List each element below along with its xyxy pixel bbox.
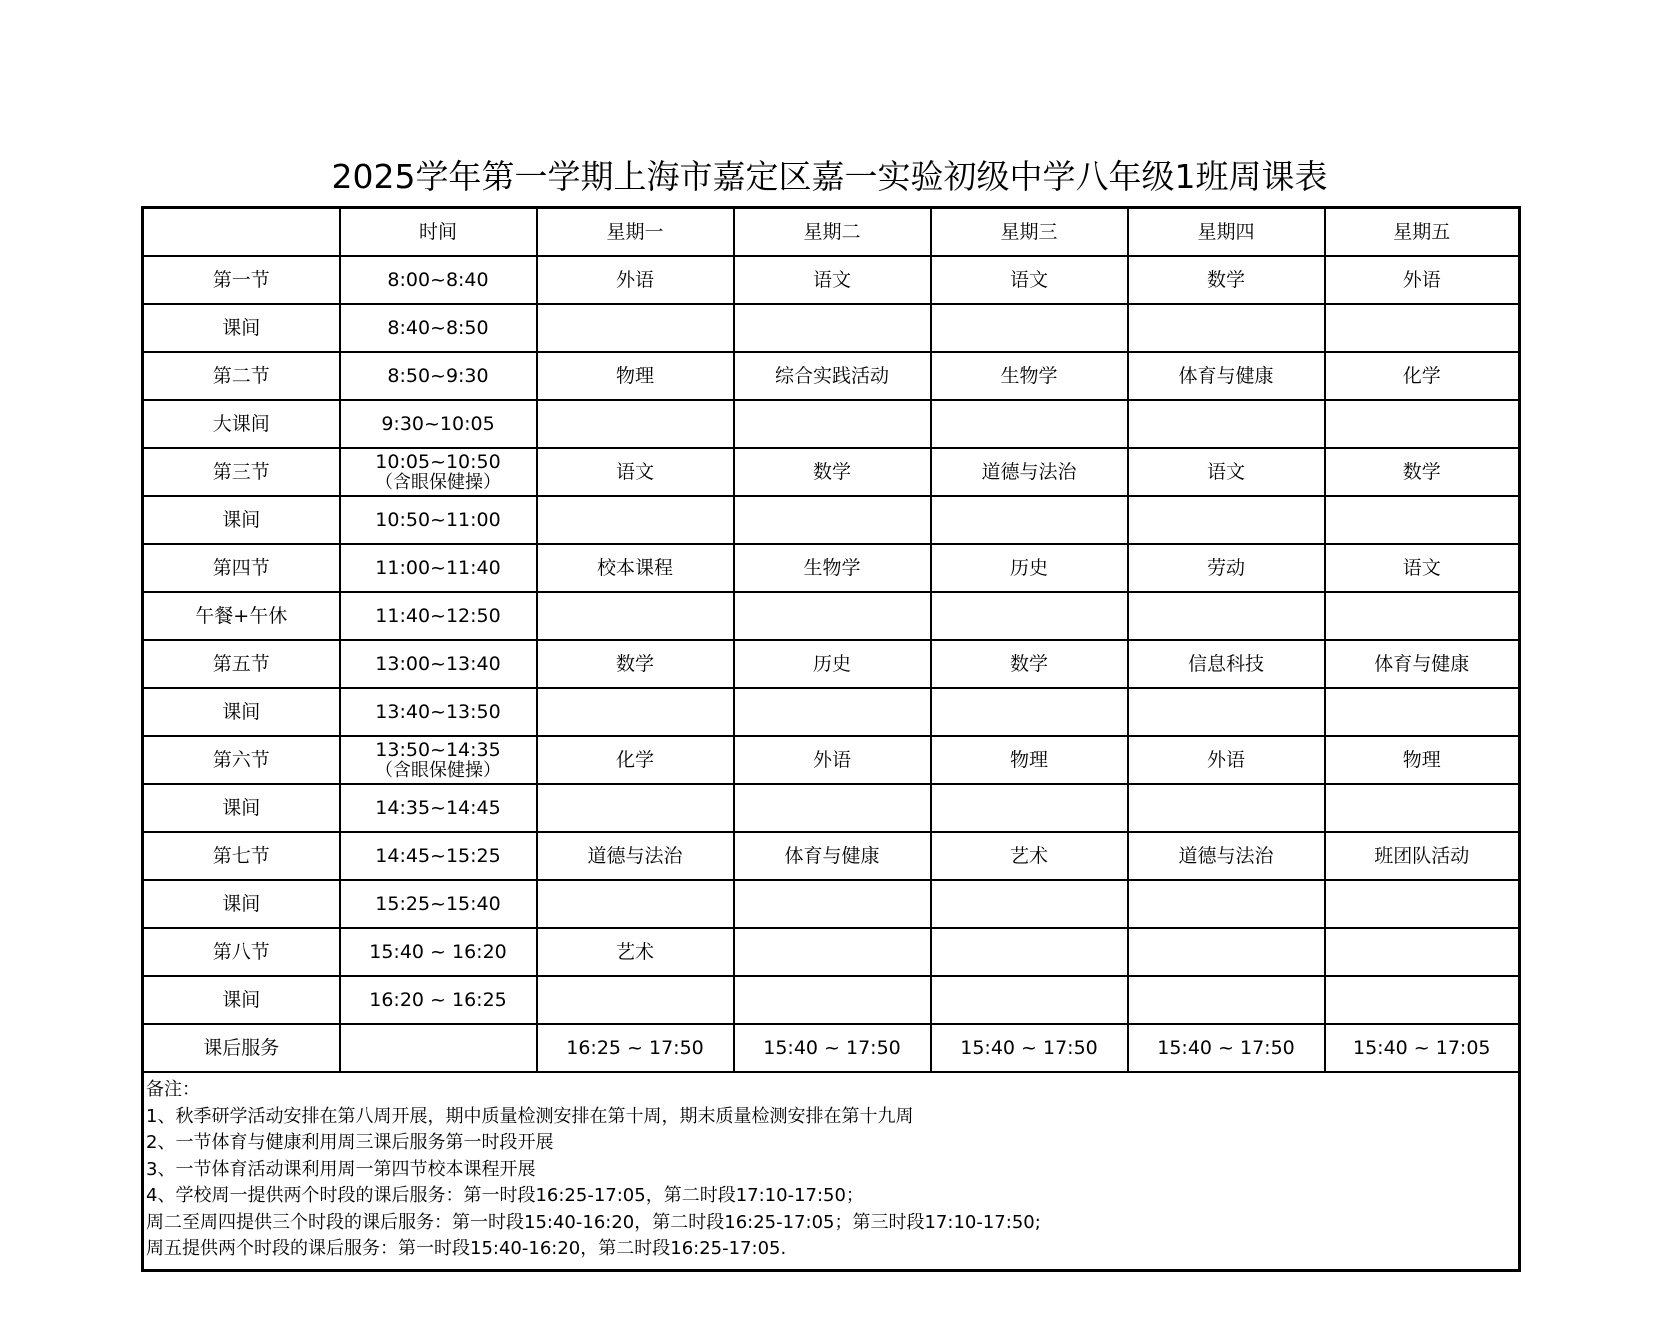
schedule-row	[143, 832, 1520, 880]
subject-cell-wed	[931, 976, 1128, 1024]
subject-cell-fri	[1325, 928, 1520, 976]
notes-row	[143, 1072, 1520, 1270]
note-line: 2、一节体育与健康利用周三课后服务第一时段开展	[146, 1132, 554, 1153]
subject-cell-mon: 16:25 ~ 17:50	[537, 1024, 734, 1072]
subject-cell-thu	[1128, 928, 1325, 976]
subject-cell-wed	[931, 928, 1128, 976]
subject-cell-thu	[1128, 496, 1325, 544]
period-time	[340, 400, 537, 448]
period-time	[340, 928, 537, 976]
subject-cell-wed	[931, 496, 1128, 544]
schedule-row	[143, 496, 1520, 544]
subject-cell-mon: 数学	[537, 640, 734, 688]
subject-cell-tue: 历史	[734, 640, 931, 688]
period-time-range: 13:40~13:50	[375, 701, 501, 723]
subject-cell-fri: 物理	[1325, 736, 1520, 784]
header-day-thu: 星期四	[1128, 208, 1325, 257]
subject-cell-fri: 体育与健康	[1325, 640, 1520, 688]
period-label: 第一节	[143, 256, 340, 304]
subject-cell-tue: 综合实践活动	[734, 352, 931, 400]
subject-cell-fri: 数学	[1325, 448, 1520, 496]
subject-cell-thu: 15:40 ~ 17:50	[1128, 1024, 1325, 1072]
period-time-range: 13:50~14:35	[375, 739, 501, 761]
subject-cell-tue	[734, 400, 931, 448]
subject-cell-fri	[1325, 400, 1520, 448]
subject-cell-thu: 劳动	[1128, 544, 1325, 592]
period-time-range: 8:50~9:30	[387, 365, 489, 387]
subject-cell-tue	[734, 928, 931, 976]
schedule-row	[143, 592, 1520, 640]
subject-cell-mon	[537, 400, 734, 448]
period-time	[340, 544, 537, 592]
period-time	[340, 976, 537, 1024]
period-label: 第五节	[143, 640, 340, 688]
subject-cell-tue	[734, 976, 931, 1024]
schedule-row	[143, 1024, 1520, 1072]
period-time	[340, 736, 537, 784]
subject-cell-mon	[537, 784, 734, 832]
period-time-range: 14:45~15:25	[375, 845, 501, 867]
period-time-range: 16:20 ~ 16:25	[369, 989, 507, 1011]
period-time	[340, 256, 537, 304]
period-time	[340, 352, 537, 400]
subject-cell-fri	[1325, 976, 1520, 1024]
period-time	[340, 496, 537, 544]
period-time	[340, 832, 537, 880]
subject-cell-mon: 物理	[537, 352, 734, 400]
subject-cell-wed	[931, 688, 1128, 736]
subject-cell-mon	[537, 976, 734, 1024]
subject-cell-tue	[734, 688, 931, 736]
period-label: 第二节	[143, 352, 340, 400]
subject-cell-wed	[931, 880, 1128, 928]
period-label: 课间	[143, 688, 340, 736]
schedule-row	[143, 352, 1520, 400]
subject-cell-fri	[1325, 496, 1520, 544]
subject-cell-fri: 化学	[1325, 352, 1520, 400]
subject-cell-mon	[537, 880, 734, 928]
period-label: 第七节	[143, 832, 340, 880]
period-time-note: （含眼保健操）	[375, 760, 501, 781]
subject-cell-thu	[1128, 976, 1325, 1024]
subject-cell-mon: 道德与法治	[537, 832, 734, 880]
subject-cell-tue	[734, 496, 931, 544]
subject-cell-tue: 数学	[734, 448, 931, 496]
header-blank-cell	[143, 208, 340, 257]
subject-cell-fri	[1325, 304, 1520, 352]
period-time	[340, 1024, 537, 1072]
note-line: 周五提供两个时段的课后服务：第一时段15:40-16:20，第二时段16:25-17:05.	[146, 1238, 787, 1259]
schedule-table	[141, 206, 1521, 1272]
period-label: 课后服务	[143, 1024, 340, 1072]
schedule-row	[143, 544, 1520, 592]
subject-cell-mon	[537, 592, 734, 640]
period-label: 课间	[143, 880, 340, 928]
schedule-body	[143, 256, 1520, 1072]
header-time: 时间	[340, 208, 537, 257]
period-time-range: 9:30~10:05	[381, 413, 495, 435]
header-day-mon: 星期一	[537, 208, 734, 257]
subject-cell-mon: 外语	[537, 256, 734, 304]
period-time	[340, 880, 537, 928]
period-label: 第八节	[143, 928, 340, 976]
notes-cell	[143, 1072, 1520, 1270]
subject-cell-thu	[1128, 592, 1325, 640]
subject-cell-thu: 语文	[1128, 448, 1325, 496]
subject-cell-thu	[1128, 304, 1325, 352]
period-label: 大课间	[143, 400, 340, 448]
subject-cell-fri: 语文	[1325, 544, 1520, 592]
period-label: 课间	[143, 304, 340, 352]
period-time-range: 15:25~15:40	[375, 893, 501, 915]
period-time	[340, 304, 537, 352]
subject-cell-tue: 体育与健康	[734, 832, 931, 880]
period-label: 课间	[143, 784, 340, 832]
subject-cell-mon	[537, 688, 734, 736]
period-time	[340, 448, 537, 496]
schedule-row	[143, 304, 1520, 352]
period-label: 第三节	[143, 448, 340, 496]
subject-cell-tue: 外语	[734, 736, 931, 784]
subject-cell-fri	[1325, 880, 1520, 928]
subject-cell-fri: 班团队活动	[1325, 832, 1520, 880]
subject-cell-thu	[1128, 400, 1325, 448]
header-day-wed: 星期三	[931, 208, 1128, 257]
schedule-row	[143, 688, 1520, 736]
subject-cell-thu	[1128, 880, 1325, 928]
schedule-row	[143, 640, 1520, 688]
subject-cell-wed: 语文	[931, 256, 1128, 304]
period-time	[340, 688, 537, 736]
subject-cell-thu: 道德与法治	[1128, 832, 1325, 880]
header-day-tue: 星期二	[734, 208, 931, 257]
subject-cell-fri	[1325, 688, 1520, 736]
subject-cell-fri: 15:40 ~ 17:05	[1325, 1024, 1520, 1072]
period-label: 午餐+午休	[143, 592, 340, 640]
subject-cell-mon	[537, 304, 734, 352]
subject-cell-fri: 外语	[1325, 256, 1520, 304]
subject-cell-mon: 艺术	[537, 928, 734, 976]
schedule-row	[143, 784, 1520, 832]
schedule-row	[143, 400, 1520, 448]
subject-cell-wed: 物理	[931, 736, 1128, 784]
period-label: 课间	[143, 976, 340, 1024]
schedule-row	[143, 448, 1520, 496]
subject-cell-thu: 信息科技	[1128, 640, 1325, 688]
period-time-range: 15:40 ~ 16:20	[369, 941, 507, 963]
subject-cell-wed: 历史	[931, 544, 1128, 592]
subject-cell-wed	[931, 784, 1128, 832]
header-row	[143, 208, 1520, 257]
period-time-range: 11:40~12:50	[375, 605, 501, 627]
schedule-row	[143, 928, 1520, 976]
subject-cell-tue	[734, 880, 931, 928]
subject-cell-mon: 校本课程	[537, 544, 734, 592]
subject-cell-mon	[537, 496, 734, 544]
note-line: 1、秋季研学活动安排在第八周开展，期中质量检测安排在第十周，期末质量检测安排在第十九周	[146, 1105, 914, 1127]
period-time	[340, 592, 537, 640]
period-time-range: 11:00~11:40	[375, 557, 501, 579]
subject-cell-wed	[931, 592, 1128, 640]
period-time-range: 14:35~14:45	[375, 797, 501, 819]
period-time	[340, 784, 537, 832]
note-line: 4、学校周一提供两个时段的课后服务：第一时段16:25-17:05，第二时段17:10-17:50；	[146, 1185, 864, 1206]
period-label: 第六节	[143, 736, 340, 784]
notes-heading: 备注：	[146, 1079, 200, 1100]
note-line: 周二至周四提供三个时段的课后服务：第一时段15:40-16:20，第二时段16:25-17:05；第三时段17:10-17:50;	[146, 1211, 1041, 1233]
subject-cell-thu	[1128, 784, 1325, 832]
subject-cell-thu	[1128, 688, 1325, 736]
period-time-note: （含眼保健操）	[375, 472, 501, 493]
schedule-row	[143, 256, 1520, 304]
subject-cell-wed: 道德与法治	[931, 448, 1128, 496]
schedule-row	[143, 880, 1520, 928]
period-time-range: 8:40~8:50	[387, 317, 489, 339]
subject-cell-tue	[734, 592, 931, 640]
period-time-range: 13:00~13:40	[375, 653, 501, 675]
subject-cell-tue	[734, 304, 931, 352]
schedule-row	[143, 976, 1520, 1024]
subject-cell-thu: 数学	[1128, 256, 1325, 304]
subject-cell-tue: 生物学	[734, 544, 931, 592]
subject-cell-wed: 艺术	[931, 832, 1128, 880]
subject-cell-tue: 语文	[734, 256, 931, 304]
page-title: 2025学年第一学期上海市嘉定区嘉一实验初级中学八年级1班周课表	[331, 157, 1328, 196]
period-time-range: 8:00~8:40	[387, 269, 489, 291]
subject-cell-mon: 化学	[537, 736, 734, 784]
subject-cell-mon: 语文	[537, 448, 734, 496]
subject-cell-tue: 15:40 ~ 17:50	[734, 1024, 931, 1072]
period-label: 第四节	[143, 544, 340, 592]
subject-cell-fri	[1325, 592, 1520, 640]
subject-cell-tue	[734, 784, 931, 832]
subject-cell-thu: 体育与健康	[1128, 352, 1325, 400]
period-time-range: 10:05~10:50	[375, 451, 501, 473]
header-day-fri: 星期五	[1325, 208, 1520, 257]
subject-cell-wed	[931, 400, 1128, 448]
period-time	[340, 640, 537, 688]
period-time-range: 10:50~11:00	[375, 509, 501, 531]
subject-cell-wed: 生物学	[931, 352, 1128, 400]
period-label: 课间	[143, 496, 340, 544]
subject-cell-wed: 数学	[931, 640, 1128, 688]
subject-cell-thu: 外语	[1128, 736, 1325, 784]
subject-cell-fri	[1325, 784, 1520, 832]
subject-cell-wed	[931, 304, 1128, 352]
subject-cell-wed: 15:40 ~ 17:50	[931, 1024, 1128, 1072]
schedule-row	[143, 736, 1520, 784]
note-line: 3、一节体育活动课利用周一第四节校本课程开展	[146, 1158, 536, 1180]
